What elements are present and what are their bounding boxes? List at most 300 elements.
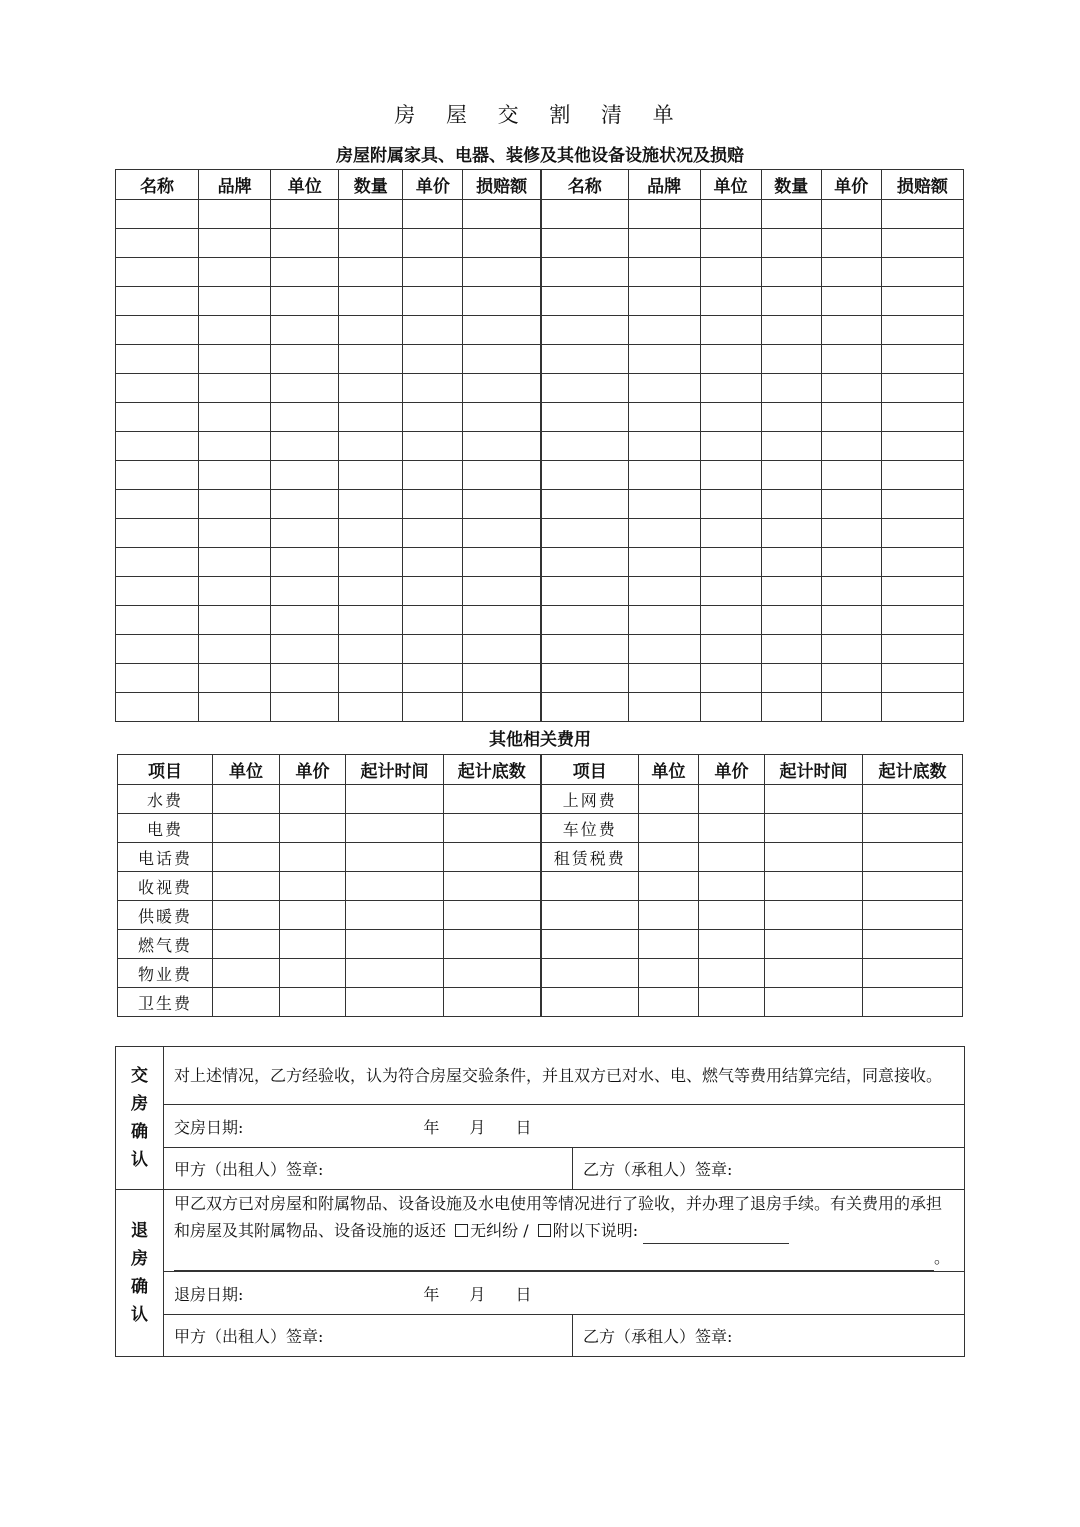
furniture-cell[interactable] <box>700 316 761 345</box>
fee-cell[interactable] <box>346 843 444 872</box>
furniture-cell[interactable] <box>628 200 700 229</box>
furniture-cell[interactable] <box>821 519 881 548</box>
fee-cell[interactable] <box>213 930 280 959</box>
furniture-cell[interactable] <box>199 664 271 693</box>
furniture-cell[interactable] <box>628 548 700 577</box>
fee-cell[interactable] <box>765 872 863 901</box>
furniture-cell[interactable] <box>821 693 881 722</box>
furniture-cell[interactable] <box>541 345 628 374</box>
furniture-cell[interactable] <box>700 606 761 635</box>
furniture-cell[interactable] <box>628 635 700 664</box>
furniture-cell[interactable] <box>116 258 199 287</box>
fee-cell[interactable] <box>765 988 863 1017</box>
furniture-cell[interactable] <box>116 229 199 258</box>
furniture-cell[interactable] <box>116 287 199 316</box>
furniture-cell[interactable] <box>339 635 403 664</box>
furniture-cell[interactable] <box>403 461 463 490</box>
fee-cell[interactable] <box>765 901 863 930</box>
furniture-cell[interactable] <box>761 490 821 519</box>
header-damage-amount: 损赔额 <box>463 170 541 200</box>
furniture-cell[interactable] <box>628 606 700 635</box>
fee-cell[interactable] <box>639 843 699 872</box>
fee-cell[interactable] <box>639 901 699 930</box>
fee-cell[interactable] <box>699 843 765 872</box>
furniture-cell[interactable] <box>403 519 463 548</box>
furniture-cell[interactable] <box>700 200 761 229</box>
furniture-cell[interactable] <box>271 345 339 374</box>
furniture-cell[interactable] <box>271 316 339 345</box>
furniture-cell[interactable] <box>271 606 339 635</box>
furniture-cell[interactable] <box>881 693 963 722</box>
furniture-cell[interactable] <box>881 258 963 287</box>
furniture-cell[interactable] <box>116 693 199 722</box>
furniture-cell[interactable] <box>403 345 463 374</box>
furniture-cell[interactable] <box>403 316 463 345</box>
furniture-cell[interactable] <box>463 316 541 345</box>
furniture-cell[interactable] <box>821 461 881 490</box>
furniture-cell[interactable] <box>339 258 403 287</box>
fee-cell[interactable] <box>699 901 765 930</box>
furniture-cell[interactable] <box>199 345 271 374</box>
furniture-cell[interactable] <box>271 577 339 606</box>
furniture-cell[interactable] <box>339 229 403 258</box>
furniture-cell[interactable] <box>761 693 821 722</box>
furniture-cell[interactable] <box>271 461 339 490</box>
furniture-cell[interactable] <box>403 432 463 461</box>
fee-cell[interactable] <box>863 988 963 1017</box>
fee-cell[interactable] <box>765 959 863 988</box>
furniture-cell[interactable] <box>199 374 271 403</box>
furniture-cell[interactable] <box>700 432 761 461</box>
furniture-cell[interactable] <box>116 519 199 548</box>
furniture-cell[interactable] <box>403 606 463 635</box>
furniture-cell[interactable] <box>761 548 821 577</box>
furniture-cell[interactable] <box>541 461 628 490</box>
furniture-cell[interactable] <box>541 258 628 287</box>
furniture-cell[interactable] <box>700 693 761 722</box>
furniture-cell[interactable] <box>271 200 339 229</box>
furniture-cell[interactable] <box>881 316 963 345</box>
furniture-cell[interactable] <box>881 374 963 403</box>
fee-cell[interactable] <box>699 814 765 843</box>
year-label: 年 <box>423 1284 440 1304</box>
furniture-cell[interactable] <box>761 606 821 635</box>
furniture-cell[interactable] <box>199 461 271 490</box>
handover-confirm-label <box>116 1047 164 1190</box>
fee-cell[interactable] <box>346 930 444 959</box>
furniture-cell[interactable] <box>339 374 403 403</box>
furniture-cell[interactable] <box>116 345 199 374</box>
furniture-cell[interactable] <box>403 258 463 287</box>
furniture-cell[interactable] <box>761 461 821 490</box>
furniture-cell[interactable] <box>403 374 463 403</box>
fee-cell[interactable] <box>765 785 863 814</box>
furniture-cell[interactable] <box>541 606 628 635</box>
furniture-cell[interactable] <box>628 432 700 461</box>
furniture-cell[interactable] <box>271 229 339 258</box>
fee-cell[interactable] <box>765 814 863 843</box>
furniture-cell[interactable] <box>339 577 403 606</box>
furniture-cell[interactable] <box>761 577 821 606</box>
fee-cell[interactable] <box>280 872 346 901</box>
fee-cell[interactable] <box>444 843 541 872</box>
furniture-cell[interactable] <box>821 287 881 316</box>
furniture-cell[interactable] <box>628 345 700 374</box>
fee-cell[interactable] <box>213 872 280 901</box>
furniture-cell[interactable] <box>199 693 271 722</box>
furniture-cell[interactable] <box>116 548 199 577</box>
furniture-cell[interactable] <box>821 345 881 374</box>
fee-cell[interactable] <box>444 872 541 901</box>
furniture-cell[interactable] <box>116 403 199 432</box>
furniture-cell[interactable] <box>700 490 761 519</box>
furniture-cell[interactable] <box>700 461 761 490</box>
fee-cell[interactable] <box>639 988 699 1017</box>
furniture-cell[interactable] <box>541 635 628 664</box>
furniture-cell[interactable] <box>339 403 403 432</box>
furniture-cell[interactable] <box>881 461 963 490</box>
furniture-cell[interactable] <box>761 229 821 258</box>
furniture-cell[interactable] <box>541 664 628 693</box>
furniture-cell[interactable] <box>199 200 271 229</box>
furniture-cell[interactable] <box>821 577 881 606</box>
furniture-cell[interactable] <box>541 577 628 606</box>
fee-item-label: 车位费 <box>541 814 639 843</box>
furniture-cell[interactable] <box>339 200 403 229</box>
fee-cell[interactable] <box>280 901 346 930</box>
fee-cell[interactable] <box>863 959 963 988</box>
furniture-cell[interactable] <box>116 490 199 519</box>
furniture-cell[interactable] <box>761 200 821 229</box>
furniture-cell[interactable] <box>541 374 628 403</box>
fee-cell[interactable] <box>346 872 444 901</box>
furniture-cell[interactable] <box>463 229 541 258</box>
fee-cell[interactable] <box>280 930 346 959</box>
furniture-cell[interactable] <box>541 548 628 577</box>
furniture-cell[interactable] <box>700 258 761 287</box>
furniture-cell[interactable] <box>821 606 881 635</box>
return-statement-text: 甲乙双方已对房屋和附属物品、设备设施及水电使用等情况进行了验收，并办理了退房手续。有关费用的承担和房屋及其附属物品、设备设施的返还 <box>174 1194 943 1240</box>
fee-cell[interactable] <box>213 843 280 872</box>
fee-cell[interactable] <box>346 988 444 1017</box>
furniture-cell[interactable] <box>271 432 339 461</box>
furniture-cell[interactable] <box>821 548 881 577</box>
furniture-cell[interactable] <box>199 316 271 345</box>
furniture-cell[interactable] <box>761 432 821 461</box>
furniture-cell[interactable] <box>403 635 463 664</box>
furniture-cell[interactable] <box>761 287 821 316</box>
fee-cell[interactable] <box>213 901 280 930</box>
furniture-cell[interactable] <box>403 548 463 577</box>
fee-cell[interactable] <box>863 901 963 930</box>
handover-date-field[interactable] <box>164 1105 965 1148</box>
furniture-cell[interactable] <box>881 229 963 258</box>
furniture-cell[interactable] <box>463 287 541 316</box>
furniture-cell[interactable] <box>881 490 963 519</box>
furniture-cell[interactable] <box>271 374 339 403</box>
furniture-cell[interactable] <box>541 519 628 548</box>
no-dispute-checkbox[interactable] <box>455 1224 468 1237</box>
note-blank-line-2[interactable] <box>174 1252 934 1271</box>
furniture-cell[interactable] <box>541 316 628 345</box>
furniture-cell[interactable] <box>700 635 761 664</box>
furniture-cell[interactable] <box>821 200 881 229</box>
furniture-cell[interactable] <box>881 200 963 229</box>
return-landlord-signature[interactable]: 甲方（出租人）签章: <box>164 1315 573 1357</box>
furniture-cell[interactable] <box>821 403 881 432</box>
fee-cell[interactable] <box>280 785 346 814</box>
furniture-cell[interactable] <box>541 693 628 722</box>
fee-cell[interactable] <box>213 959 280 988</box>
fee-cell[interactable] <box>639 785 699 814</box>
furniture-cell[interactable] <box>199 606 271 635</box>
furniture-cell[interactable] <box>403 403 463 432</box>
fee-cell[interactable] <box>863 872 963 901</box>
furniture-cell[interactable] <box>881 432 963 461</box>
fee-item-label <box>541 901 639 930</box>
furniture-cell[interactable] <box>821 635 881 664</box>
fee-cell[interactable] <box>699 988 765 1017</box>
fee-cell[interactable] <box>699 930 765 959</box>
furniture-cell[interactable] <box>339 664 403 693</box>
furniture-cell[interactable] <box>463 548 541 577</box>
fee-cell[interactable] <box>863 785 963 814</box>
fee-cell[interactable] <box>639 930 699 959</box>
furniture-cell[interactable] <box>199 519 271 548</box>
furniture-cell[interactable] <box>821 664 881 693</box>
furniture-cell[interactable] <box>761 374 821 403</box>
furniture-cell[interactable] <box>700 577 761 606</box>
furniture-cell[interactable] <box>463 693 541 722</box>
furniture-cell[interactable] <box>700 403 761 432</box>
furniture-cell[interactable] <box>339 345 403 374</box>
furniture-cell[interactable] <box>700 664 761 693</box>
furniture-cell[interactable] <box>541 287 628 316</box>
fee-cell[interactable] <box>213 785 280 814</box>
furniture-cell[interactable] <box>199 229 271 258</box>
furniture-cell[interactable] <box>700 287 761 316</box>
furniture-cell[interactable] <box>463 403 541 432</box>
fee-cell[interactable] <box>346 814 444 843</box>
furniture-cell[interactable] <box>463 432 541 461</box>
furniture-cell[interactable] <box>761 519 821 548</box>
furniture-cell[interactable] <box>199 490 271 519</box>
furniture-cell[interactable] <box>271 287 339 316</box>
furniture-cell[interactable] <box>700 374 761 403</box>
fee-cell[interactable] <box>639 872 699 901</box>
furniture-cell[interactable] <box>541 403 628 432</box>
furniture-cell[interactable] <box>199 635 271 664</box>
furniture-cell[interactable] <box>339 490 403 519</box>
furniture-cell[interactable] <box>339 461 403 490</box>
fee-cell[interactable] <box>765 930 863 959</box>
furniture-cell[interactable] <box>116 461 199 490</box>
fee-cell[interactable] <box>444 901 541 930</box>
furniture-cell[interactable] <box>271 490 339 519</box>
return-date-field[interactable] <box>164 1272 965 1315</box>
furniture-cell[interactable] <box>881 664 963 693</box>
furniture-cell[interactable] <box>881 287 963 316</box>
furniture-cell[interactable] <box>271 693 339 722</box>
furniture-cell[interactable] <box>271 403 339 432</box>
furniture-cell[interactable] <box>541 229 628 258</box>
fee-cell[interactable] <box>444 930 541 959</box>
note-blank-line[interactable] <box>643 1225 789 1244</box>
fee-cell[interactable] <box>346 901 444 930</box>
return-tenant-signature[interactable]: 乙方（承租人）签章: <box>573 1315 965 1357</box>
furniture-cell[interactable] <box>116 432 199 461</box>
furniture-cell[interactable] <box>403 577 463 606</box>
furniture-cell[interactable] <box>881 548 963 577</box>
fee-cell[interactable] <box>280 843 346 872</box>
furniture-cell[interactable] <box>700 548 761 577</box>
furniture-cell[interactable] <box>628 490 700 519</box>
furniture-cell[interactable] <box>463 258 541 287</box>
fee-cell[interactable] <box>444 814 541 843</box>
furniture-cell[interactable] <box>463 519 541 548</box>
fee-cell[interactable] <box>346 959 444 988</box>
furniture-cell[interactable] <box>881 635 963 664</box>
fee-cell[interactable] <box>699 785 765 814</box>
furniture-cell[interactable] <box>403 490 463 519</box>
fee-cell[interactable] <box>639 959 699 988</box>
furniture-cell[interactable] <box>199 258 271 287</box>
furniture-cell[interactable] <box>761 258 821 287</box>
furniture-cell[interactable] <box>628 258 700 287</box>
furniture-cell[interactable] <box>821 432 881 461</box>
furniture-cell[interactable] <box>881 403 963 432</box>
furniture-cell[interactable] <box>339 548 403 577</box>
handover-tenant-signature[interactable]: 乙方（承租人）签章: <box>573 1148 965 1190</box>
furniture-cell[interactable] <box>628 693 700 722</box>
furniture-cell[interactable] <box>199 403 271 432</box>
furniture-cell[interactable] <box>339 287 403 316</box>
furniture-cell[interactable] <box>628 664 700 693</box>
furniture-cell[interactable] <box>116 577 199 606</box>
furniture-cell[interactable] <box>821 316 881 345</box>
furniture-cell[interactable] <box>761 345 821 374</box>
furniture-cell[interactable] <box>881 345 963 374</box>
furniture-cell[interactable] <box>541 432 628 461</box>
fee-cell[interactable] <box>639 814 699 843</box>
furniture-cell[interactable] <box>116 664 199 693</box>
fee-cell[interactable] <box>444 959 541 988</box>
furniture-cell[interactable] <box>628 461 700 490</box>
furniture-cell[interactable] <box>271 664 339 693</box>
furniture-cell[interactable] <box>463 635 541 664</box>
furniture-cell[interactable] <box>761 316 821 345</box>
fee-cell[interactable] <box>346 785 444 814</box>
furniture-cell[interactable] <box>761 664 821 693</box>
fee-cell[interactable] <box>213 814 280 843</box>
fee-item-label <box>541 988 639 1017</box>
furniture-cell[interactable] <box>271 258 339 287</box>
handover-landlord-signature[interactable]: 甲方（出租人）签章: <box>164 1148 573 1190</box>
furniture-cell[interactable] <box>271 548 339 577</box>
furniture-cell[interactable] <box>463 606 541 635</box>
fee-cell[interactable] <box>280 814 346 843</box>
furniture-cell[interactable] <box>881 606 963 635</box>
furniture-cell[interactable] <box>403 664 463 693</box>
furniture-cell[interactable] <box>821 229 881 258</box>
fee-cell[interactable] <box>444 988 541 1017</box>
furniture-cell[interactable] <box>339 519 403 548</box>
note-checkbox[interactable] <box>538 1224 551 1237</box>
furniture-cell[interactable] <box>271 635 339 664</box>
furniture-cell[interactable] <box>821 374 881 403</box>
fee-cell[interactable] <box>699 872 765 901</box>
furniture-cell[interactable] <box>541 490 628 519</box>
furniture-cell[interactable] <box>403 693 463 722</box>
fee-cell[interactable] <box>280 988 346 1017</box>
furniture-cell[interactable] <box>821 258 881 287</box>
furniture-cell[interactable] <box>339 432 403 461</box>
furniture-cell[interactable] <box>700 345 761 374</box>
furniture-cell[interactable] <box>463 461 541 490</box>
furniture-cell[interactable] <box>628 519 700 548</box>
furniture-cell[interactable] <box>116 374 199 403</box>
fee-cell[interactable] <box>863 843 963 872</box>
furniture-cell[interactable] <box>881 577 963 606</box>
furniture-cell[interactable] <box>628 577 700 606</box>
handover-statement-row <box>116 1047 965 1105</box>
fee-cell[interactable] <box>699 959 765 988</box>
furniture-cell[interactable] <box>628 316 700 345</box>
furniture-cell[interactable] <box>463 200 541 229</box>
furniture-cell[interactable] <box>761 635 821 664</box>
furniture-cell[interactable] <box>463 374 541 403</box>
furniture-cell[interactable] <box>463 664 541 693</box>
furniture-cell[interactable] <box>116 200 199 229</box>
furniture-cell[interactable] <box>403 229 463 258</box>
furniture-cell[interactable] <box>116 316 199 345</box>
furniture-cell[interactable] <box>271 519 339 548</box>
furniture-cell[interactable] <box>628 287 700 316</box>
furniture-cell[interactable] <box>116 635 199 664</box>
furniture-cell[interactable] <box>339 316 403 345</box>
furniture-cell[interactable] <box>199 577 271 606</box>
furniture-cell[interactable] <box>700 229 761 258</box>
furniture-cell[interactable] <box>700 519 761 548</box>
furniture-cell[interactable] <box>463 490 541 519</box>
furniture-cell[interactable] <box>199 432 271 461</box>
furniture-cell[interactable] <box>403 287 463 316</box>
furniture-cell[interactable] <box>761 403 821 432</box>
furniture-cell[interactable] <box>541 200 628 229</box>
furniture-cell[interactable] <box>463 345 541 374</box>
return-date-label: 退房日期: <box>174 1284 244 1304</box>
furniture-cell[interactable] <box>339 606 403 635</box>
furniture-cell[interactable] <box>339 693 403 722</box>
fee-cell[interactable] <box>863 814 963 843</box>
fee-cell[interactable] <box>213 988 280 1017</box>
furniture-cell[interactable] <box>628 229 700 258</box>
furniture-cell[interactable] <box>403 200 463 229</box>
furniture-cell[interactable] <box>199 287 271 316</box>
fee-cell[interactable] <box>765 843 863 872</box>
furniture-cell[interactable] <box>881 519 963 548</box>
furniture-cell[interactable] <box>116 606 199 635</box>
furniture-cell[interactable] <box>199 548 271 577</box>
furniture-cell[interactable] <box>821 490 881 519</box>
page-title: 房 屋 交 割 清 单 <box>394 103 686 127</box>
furniture-cell[interactable] <box>628 374 700 403</box>
fee-cell[interactable] <box>280 959 346 988</box>
fee-cell[interactable] <box>863 930 963 959</box>
furniture-cell[interactable] <box>628 403 700 432</box>
fee-cell[interactable] <box>444 785 541 814</box>
furniture-cell[interactable] <box>463 577 541 606</box>
